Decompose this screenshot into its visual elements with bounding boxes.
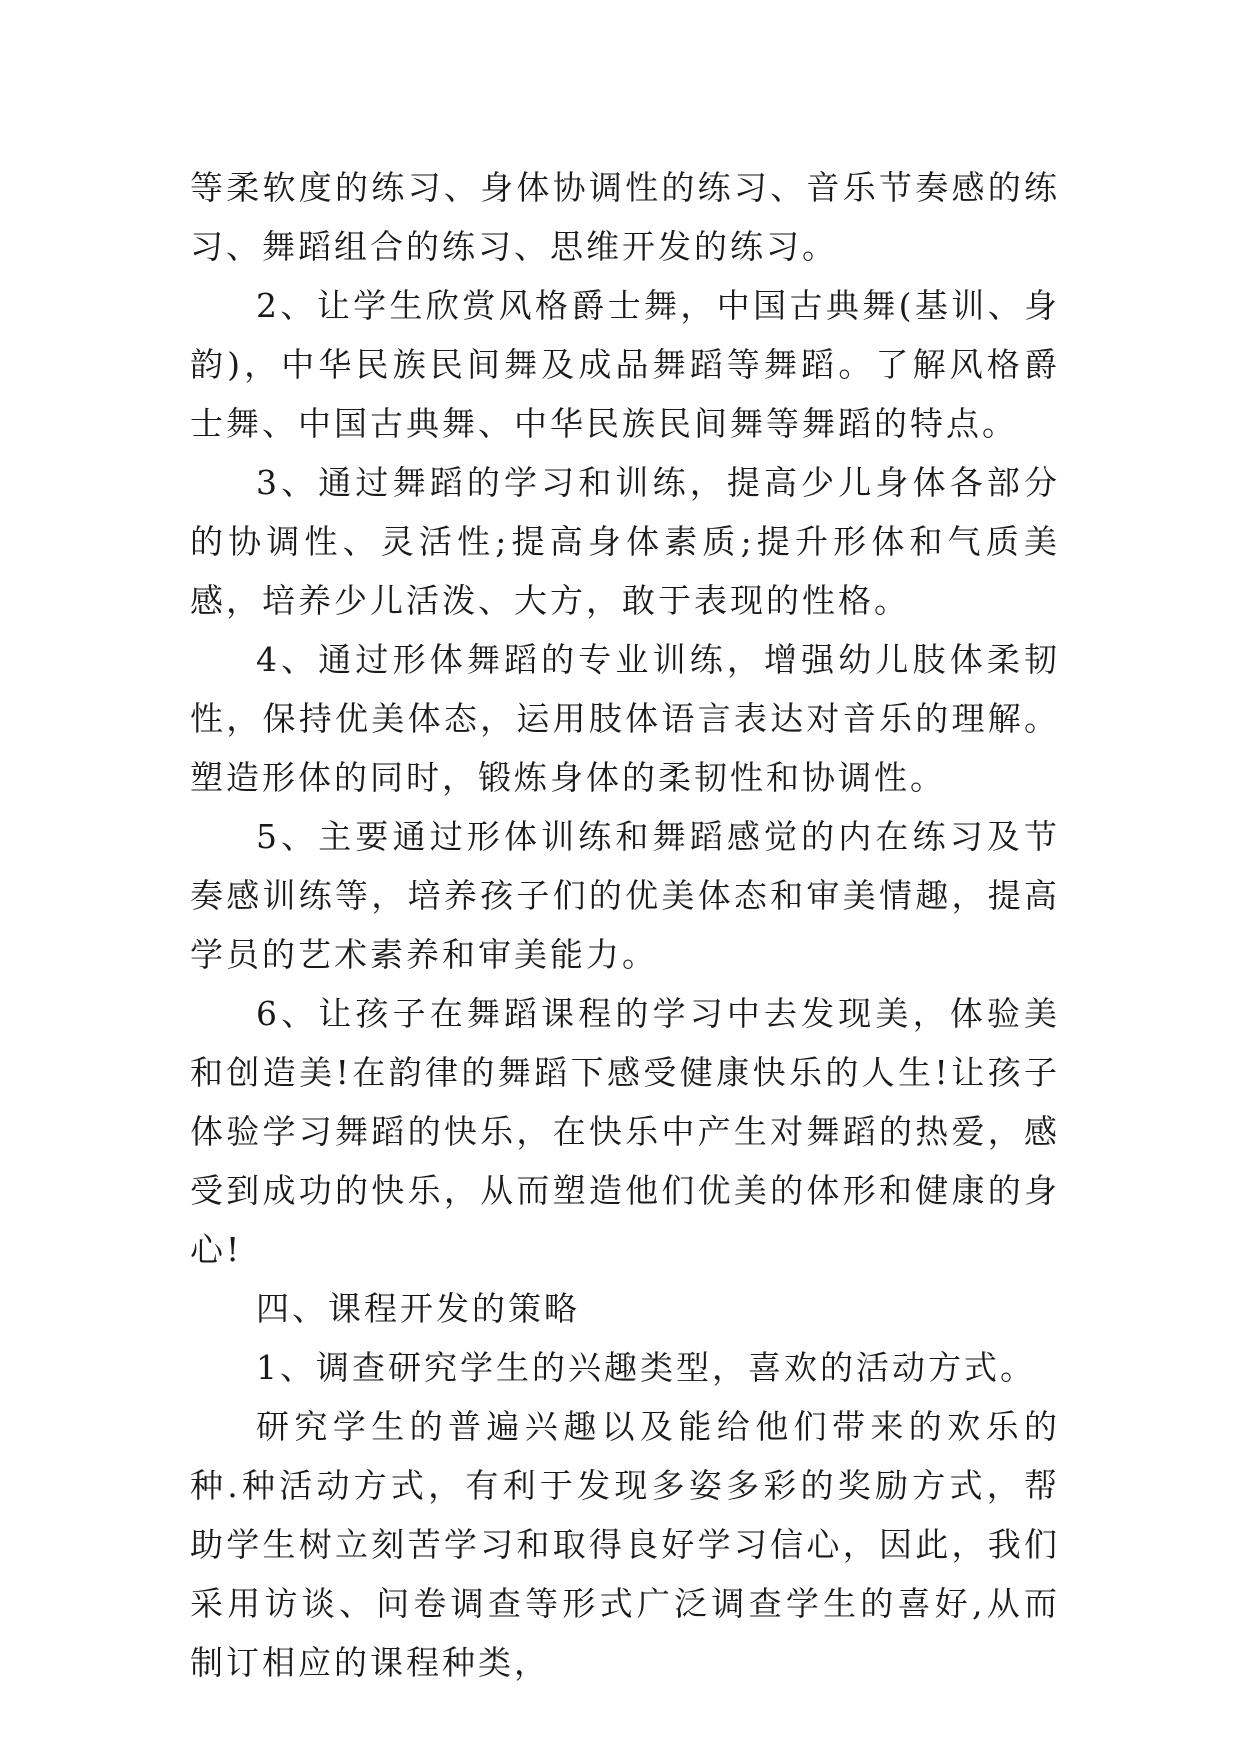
paragraph-objective-3: 3、通过舞蹈的学习和训练，提高少儿身体各部分的协调性、灵活性;提高身体素质;提升形体和气质美感，培养少儿活泼、大方，敢于表现的性格。 — [190, 463, 1060, 620]
paragraph-continuation: 等柔软度的练习、身体协调性的练习、音乐节奏感的练习、舞蹈组合的练习、思维开发的练习。 — [190, 168, 1060, 266]
document-body — [190, 158, 1060, 1692]
paragraph-objective-5: 5、主要通过形体训练和舞蹈感觉的内在练习及节奏感训练等，培养孩子们的优美体态和审美情趣，提高学员的艺术素养和审美能力。 — [190, 817, 1060, 974]
paragraph-strategy-1-body: 研究学生的普遍兴趣以及能给他们带来的欢乐的种.种活动方式，有利于发现多姿多彩的奖励方式，帮助学生树立刻苦学习和取得良好学习信心，因此，我们采用访谈、问卷调查等形式广泛调查学生的喜好,从而制订相应的课程种类， — [190, 1407, 1060, 1682]
paragraph-objective-6: 6、让孩子在舞蹈课程的学习中去发现美，体验美和创造美!在韵律的舞蹈下感受健康快乐的人生!让孩子体验学习舞蹈的快乐，在快乐中产生对舞蹈的热爱，感受到成功的快乐，从而塑造他们优美的体形和健康的身心! — [190, 994, 1060, 1269]
paragraph-objective-2: 2、让学生欣赏风格爵士舞，中国古典舞(基训、身韵)，中华民族民间舞及成品舞蹈等舞蹈。了解风格爵士舞、中国古典舞、中华民族民间舞等舞蹈的特点。 — [190, 286, 1060, 443]
section-heading-strategy: 四、课程开发的策略 — [256, 1289, 580, 1328]
paragraph-objective-4: 4、通过形体舞蹈的专业训练，增强幼儿肢体柔韧性，保持优美体态，运用肢体语言表达对音乐的理解。塑造形体的同时，锻炼身体的柔韧性和协调性。 — [190, 640, 1060, 797]
paragraph-strategy-1: 1、调查研究学生的兴趣类型，喜欢的活动方式。 — [256, 1348, 1036, 1387]
